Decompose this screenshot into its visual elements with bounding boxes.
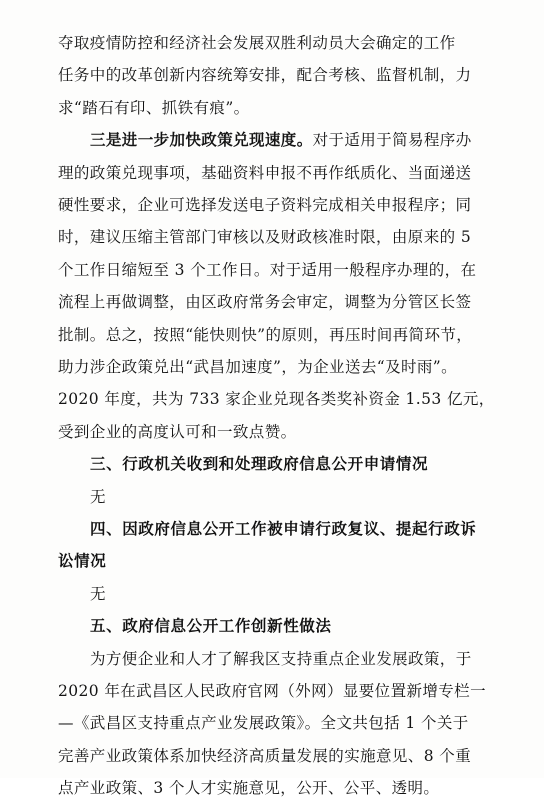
paragraph-2-line-5: 个工作日缩短至 3 个工作日。对于适用一般程序办理的，在 <box>58 260 477 279</box>
paragraph-2-line-8: 助力涉企政策兑出“武昌加速度”，为企业送去“及时雨”。 <box>58 358 457 376</box>
paragraph-1-line-2: 任务中的改革创新内容统筹安排，配合考核、监督机制，力 <box>58 66 472 85</box>
section-5-body-line-4: 完善产业政策体系加快经济高质量发展的实施意见、8 个重 <box>58 746 472 765</box>
paragraph-2-subheading: 三是进一步加快政策兑现速度。 <box>90 130 313 150</box>
section-4-title-line-1: 四、因政府信息公开工作被申请行政复议、提起行政诉 <box>90 520 477 538</box>
paragraph-2-line-3: 硬性要求，企业可选择发送电子资料完成相关申报程序；同 <box>58 196 472 214</box>
section-5-title: 五、政府信息公开工作创新性做法 <box>90 617 332 636</box>
paragraph-2-text: 对于适用于简易程序办 <box>312 131 472 150</box>
section-5-body-line-5: 点产业政策、3 个人才实施意见，公开、公平、透明。 <box>58 779 440 798</box>
paragraph-1-line-1: 夺取疫情防控和经济社会发展双胜利动员大会确定的工作 <box>58 34 456 52</box>
section-4-title-line-2: 讼情况 <box>58 552 107 571</box>
paragraph-2-line-9: 2020 年度，共为 733 家企业兑现各类奖补资金 1.53 亿元， <box>58 390 495 409</box>
section-5-body-line-1: 为方便企业和人才了解我区支持重点企业发展政策，于 <box>90 649 472 668</box>
paragraph-2-line-1 <box>90 125 498 155</box>
paragraph-2-line-2: 理的政策兑现事项，基础资料申报不再作纸质化、当面递送 <box>58 163 472 182</box>
section-5-body-line-2: 2020 年在武昌区人民政府官网（外网）显要位置新增专栏一 <box>58 682 486 700</box>
paragraph-1-line-3: 求“踏石有印、抓铁有痕”。 <box>58 98 250 117</box>
paragraph-2-line-7: 批制。总之，按照“能快则快”的原则，再压时间再简环节， <box>58 325 473 344</box>
section-5-body-line-3: —《武昌区支持重点产业发展政策》。全文共包括 1 个关于 <box>58 714 469 733</box>
paragraph-2-line-6: 流程上再做调整，由区政府常务会审定，调整为分管区长签 <box>58 293 472 312</box>
section-3-title: 三、行政机关收到和处理政府信息公开申请情况 <box>90 455 429 474</box>
paragraph-2-line-10: 受到企业的高度认可和一致点赞。 <box>58 422 297 441</box>
section-3-body: 无 <box>90 487 106 506</box>
paragraph-2-line-4: 时，建议压缩主管部门审核以及财政核准时限，由原来的 5 <box>58 228 472 247</box>
section-4-body: 无 <box>90 584 106 603</box>
